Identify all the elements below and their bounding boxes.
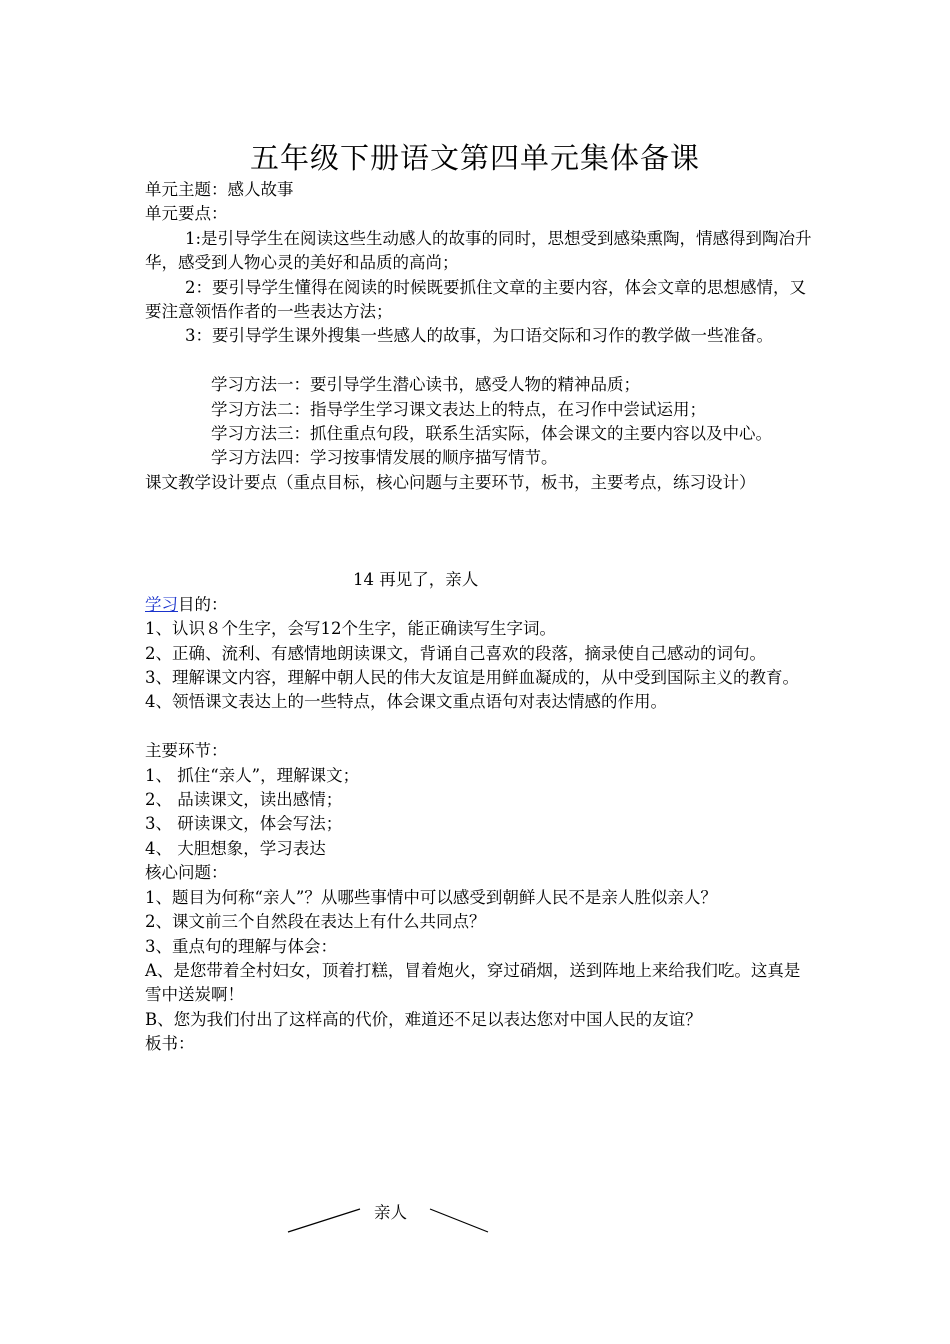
core-item: 2、课文前三个自然段在表达上有什么共同点？ (145, 912, 486, 932)
spacer (145, 349, 815, 373)
board-line-right (430, 1209, 488, 1232)
step-item: 3、 研读课文，体会写法； (145, 814, 343, 834)
goals-heading-rest: 目的： (178, 594, 228, 614)
goal-item: 3、理解课文内容，理解中朝人民的伟大友谊是用鲜血凝成的，从中受到国际主义的教育。 (145, 668, 799, 688)
page-title: 五年级下册语文第四单元集体备课 (249, 141, 700, 175)
goal-item: 2、正确、流利、有感情地朗读课文，背诵自己喜欢的段落，摘录使自己感动的词句。 (145, 643, 766, 663)
core-item: A、是您带着全村妇女，顶着打糕，冒着炮火，穿过硝烟，送到阵地上来给我们吃。这真是雪中送炭啊！ (145, 960, 801, 1005)
study-method-1: 学习方法一：要引导学生潜心读书，感受人物的精神品质； (211, 375, 640, 395)
steps-heading: 主要环节： (145, 741, 228, 761)
unit-point-1: 1:是引导学生在阅读这些生动感人的故事的同时，思想受到感染熏陶，情感得到陶冶升华，感受到人物心灵的美好和品质的高尚； (145, 228, 812, 273)
step-item: 4、 大胆想象，学习表达 (145, 838, 326, 858)
goal-item: 4、领悟课文表达上的一些特点，体会课文重点语句对表达情感的作用。 (145, 692, 667, 712)
board-word: 亲人 (374, 1203, 407, 1222)
document-body (145, 178, 815, 1057)
core-item: B、您为我们付出了这样高的代价，难道还不足以表达您对中国人民的友谊？ (145, 1009, 702, 1029)
spacer (145, 495, 815, 519)
step-item: 1、 抓住“亲人”，理解课文； (145, 765, 360, 785)
lesson-title: 14 再见了，亲人 (353, 570, 479, 590)
spacer (145, 520, 815, 544)
study-method-4: 学习方法四：学习按事情发展的顺序描写情节。 (211, 448, 558, 468)
board-heading: 板书： (145, 1034, 195, 1054)
board-line-left (288, 1209, 360, 1232)
core-heading: 核心问题： (145, 863, 228, 883)
unit-point-3: 3：要引导学生课外搜集一些感人的故事，为口语交际和习作的教学做一些准备。 (185, 326, 773, 346)
board-diagram-lines (280, 1195, 500, 1240)
spacer (145, 715, 815, 739)
unit-theme: 单元主题：感人故事 (145, 180, 294, 199)
design-points: 课文教学设计要点（重点目标，核心问题与主要环节，板书，主要考点，练习设计） (145, 472, 756, 492)
unit-points-heading: 单元要点： (145, 204, 228, 224)
goals-heading (145, 593, 815, 617)
step-item: 2、 品读课文，读出感情； (145, 790, 343, 810)
study-method-2: 学习方法二：指导学生学习课文表达上的特点，在习作中尝试运用； (211, 399, 706, 419)
core-item: 1、题目为何称“亲人”？从哪些事情中可以感受到朝鲜人民不是亲人胜似亲人？ (145, 887, 717, 907)
goal-item: 1、认识８个生字，会写12个生字，能正确读写生字词。 (145, 619, 556, 639)
core-item: 3、重点句的理解与体会： (145, 936, 337, 956)
study-method-3: 学习方法三：抓住重点句段，联系生活实际，体会课文的主要内容以及中心。 (211, 424, 772, 444)
unit-point-2: 2：要引导学生懂得在阅读的时候既要抓住文章的主要内容，体会文章的思想感情，又要注意领悟作者的一些表达方法； (145, 277, 806, 322)
spacer (145, 544, 815, 568)
study-link[interactable]: 学习 (145, 594, 178, 614)
